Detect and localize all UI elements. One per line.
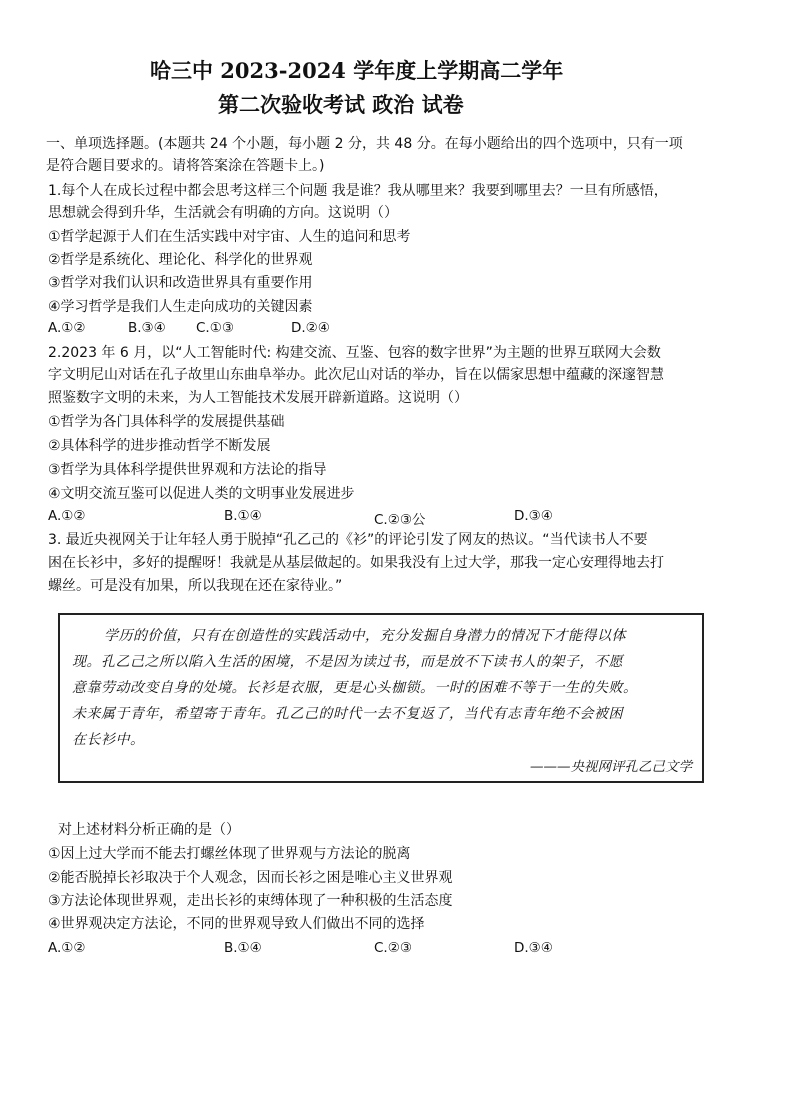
q1-item-2: ②哲学是系统化、理论化、科学化的世界观 xyxy=(48,252,313,268)
q2-stem-line3: 照鉴数字文明的未来，为人工智能技术发展开辟新道路。这说明（） xyxy=(48,390,468,406)
q3-option-b: B.①④ xyxy=(224,940,262,956)
q3-question: 对上述材料分析正确的是（） xyxy=(58,822,240,838)
q1-item-4: ④学习哲学是我们人生走向成功的关键因素 xyxy=(48,299,313,315)
q3-item-1: ①因上过大学而不能去打螺丝体现了世界观与方法论的脱离 xyxy=(48,846,411,862)
quote-source: ———央视网评孔乙己文学 xyxy=(530,759,692,775)
q2-item-2: ②具体科学的进步推动哲学不断发展 xyxy=(48,438,271,454)
quote-box xyxy=(58,613,704,783)
q2-stem-line2: 字文明尼山对话在孔子故里山东曲阜举办。此次尼山对话的举办，旨在以儒家思想中蕴藏的深邃智慧 xyxy=(48,367,664,383)
q3-item-2: ②能否脱掉长衫取决于个人观念，因而长衫之困是唯心主义世界观 xyxy=(48,870,453,886)
section-instructions-line1: 一、单项选择题。(本题共 24 个小题，每小题 2 分，共 48 分。在每小题给出的四个选项中，只有一项 xyxy=(46,136,683,152)
q3-item-4: ④世界观决定方法论，不同的世界观导致人们做出不同的选择 xyxy=(48,916,425,932)
q1-option-b: B.③④ xyxy=(128,320,166,336)
q1-stem-line2: 思想就会得到升华，生活就会有明确的方向。这说明（） xyxy=(48,205,398,221)
q2-option-b: B.①④ xyxy=(224,508,262,524)
quote-line-3: 意靠劳动改变自身的处境。长衫是衣服，更是心头枷锁。一时的困难不等于一生的失败。 xyxy=(72,680,638,696)
q1-stem-line1: 1.每个人在成长过程中都会思考这样三个问题 我是谁？我从哪里来？我要到哪里去？一旦有所感悟， xyxy=(48,183,668,199)
q1-option-a: A.①② xyxy=(48,320,86,336)
q3-option-d: D.③④ xyxy=(514,940,553,956)
section-instructions-line2: 是符合题目要求的。请将答案涂在答题卡上。) xyxy=(46,158,325,174)
q2-item-4: ④文明交流互鉴可以促进人类的文明事业发展进步 xyxy=(48,486,355,502)
quote-line-2: 现。孔乙己之所以陷入生活的困境，不是因为读过书，而是放不下读书人的架子，不愿 xyxy=(72,654,623,670)
q1-option-c: C.①③ xyxy=(196,320,234,336)
q3-option-a: A.①② xyxy=(48,940,86,956)
exam-title-line1: 哈三中 2023-2024 学年度上学期高二学年 xyxy=(150,58,564,83)
q1-item-3: ③哲学对我们认识和改造世界具有重要作用 xyxy=(48,275,313,291)
q3-stem-line2: 困在长衫中，多好的提醒呀！我就是从基层做起的。如果我没有上过大学，那我一定心安理得地去打 xyxy=(48,555,664,571)
q1-option-d: D.②④ xyxy=(291,320,330,336)
q2-option-d: D.③④ xyxy=(514,508,553,524)
q2-item-3: ③哲学为具体科学提供世界观和方法论的指导 xyxy=(48,462,327,478)
q2-option-c: C.②③公 xyxy=(374,512,426,528)
q2-stem-line1: 2.2023 年 6 月，以“人工智能时代: 构建交流、互鉴、包容的数字世界”为主题的世界互联网大会数 xyxy=(48,345,661,361)
quote-line-4: 未来属于青年，希望寄于青年。孔乙己的时代一去不复返了，当代有志青年绝不会被困 xyxy=(72,706,623,722)
exam-title-line2: 第二次验收考试 政治 试卷 xyxy=(218,92,464,117)
quote-line-1: 学历的价值，只有在创造性的实践活动中，充分发掘自身潜力的情况下才能得以体 xyxy=(104,628,626,644)
q3-stem-line3: 螺丝。可是没有加果，所以我现在还在家待业。” xyxy=(48,578,343,594)
q1-item-1: ①哲学起源于人们在生活实践中对宇宙、人生的追问和思考 xyxy=(48,229,411,245)
quote-line-5: 在长衫中。 xyxy=(72,732,145,748)
q3-option-c: C.②③ xyxy=(374,940,412,956)
q3-item-3: ③方法论体现世界观，走出长衫的束缚体现了一种积极的生活态度 xyxy=(48,893,453,909)
q2-option-a: A.①② xyxy=(48,508,86,524)
q3-stem-line1: 3. 最近央视网关于让年轻人勇于脱掉“孔乙己的《衫”的评论引发了网友的热议。“当代读书人不要 xyxy=(48,532,648,548)
q2-item-1: ①哲学为各门具体科学的发展提供基础 xyxy=(48,414,285,430)
